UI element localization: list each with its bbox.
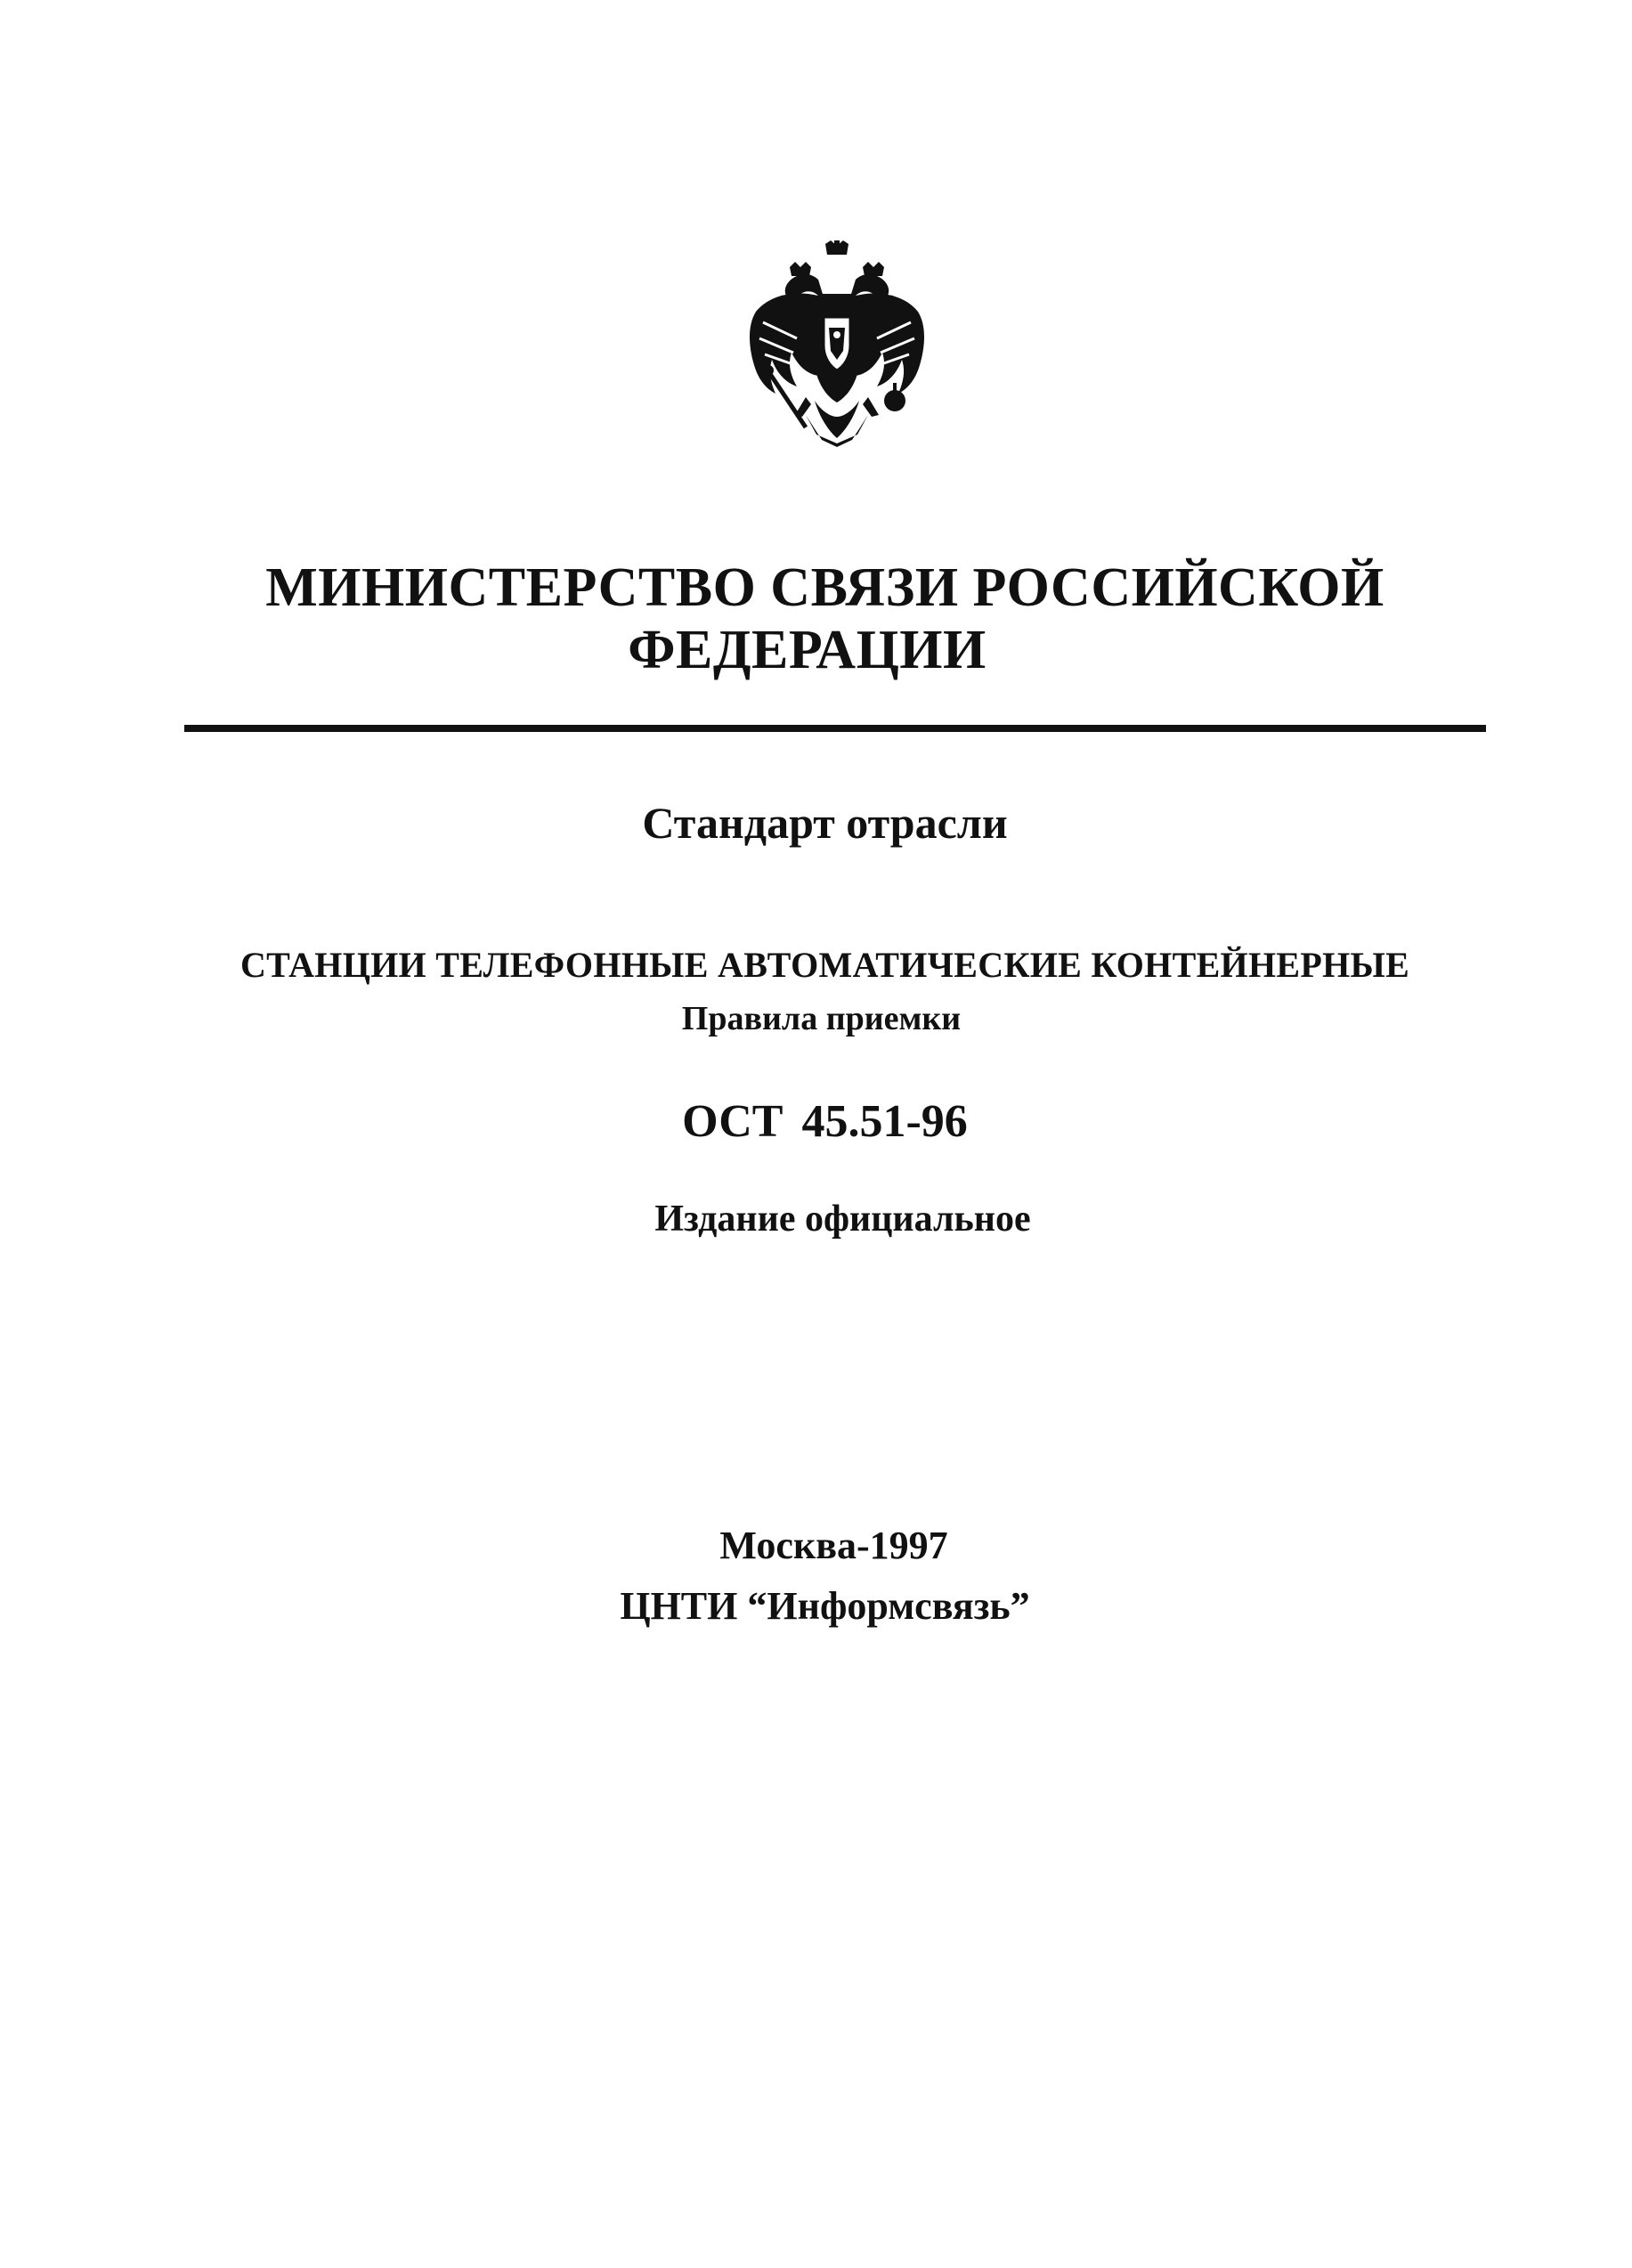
ministry-name-line-1: МИНИСТЕРСТВО СВЯЗИ РОССИЙСКОЙ	[265, 557, 1384, 618]
document-subtitle: Правила приемки	[681, 1000, 962, 1037]
ministry-name-line-2: ФЕДЕРАЦИИ	[628, 620, 987, 680]
russian-coat-of-arms-icon	[743, 240, 930, 454]
publisher: ЦНТИ “Информсвязь”	[620, 1584, 1030, 1628]
document-title: СТАНЦИИ ТЕЛЕФОННЫЕ АВТОМАТИЧЕСКИЕ КОНТЕЙНЕРНЫЕ	[240, 945, 1410, 985]
edition-label: Издание официальное	[654, 1199, 1031, 1240]
standard-type: Стандарт отрасли	[642, 798, 1008, 848]
horizontal-rule	[184, 725, 1486, 732]
document-number: ОСТ 45.51-96	[682, 1096, 968, 1147]
city-year: Москва-1997	[719, 1524, 948, 1567]
